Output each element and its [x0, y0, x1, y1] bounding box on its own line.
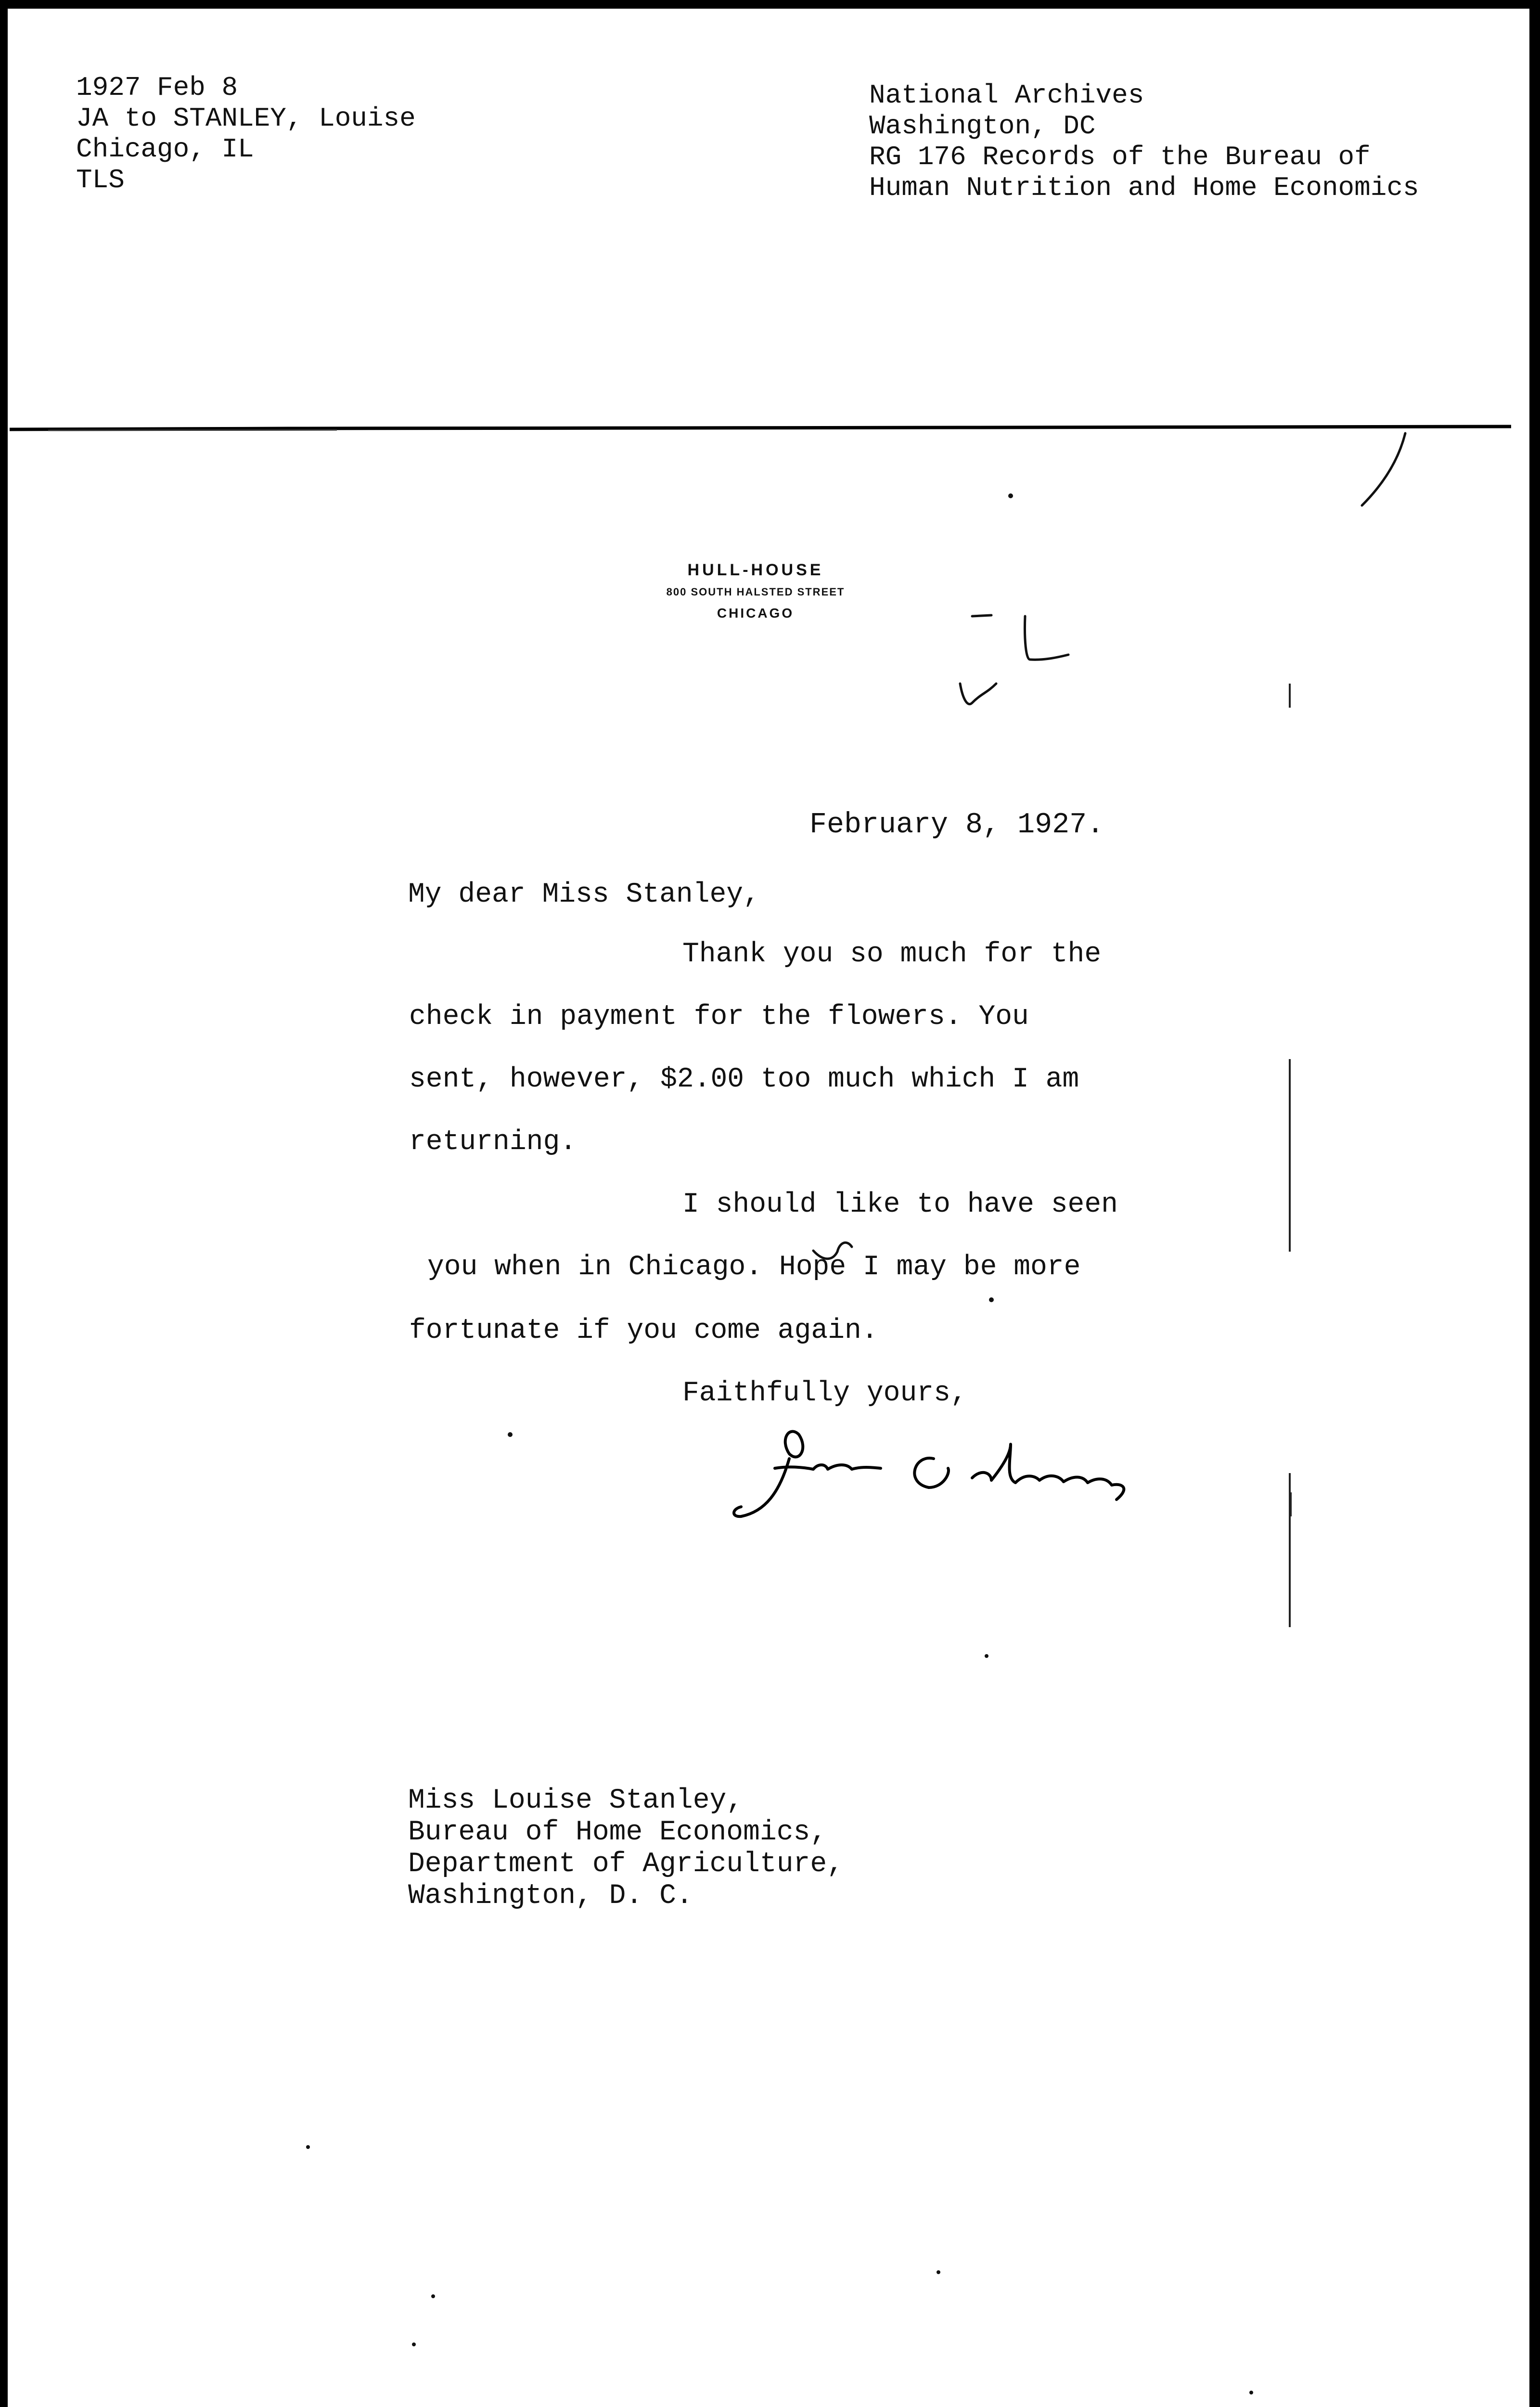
body-line-7: fortunate if you come again.: [409, 1315, 878, 1346]
body-line-1: Thank you so much for the: [682, 939, 1102, 970]
closing: Faithfully yours,: [682, 1378, 967, 1409]
letterhead-name: HULL-HOUSE: [687, 561, 824, 579]
address-line-3: Department of Agriculture,: [408, 1849, 844, 1880]
citation-place: Chicago, IL: [76, 134, 254, 165]
address-line-1: Miss Louise Stanley,: [408, 1785, 744, 1816]
citation-type: TLS: [76, 165, 125, 195]
address-line-2: Bureau of Home Economics,: [408, 1817, 827, 1848]
body-line-2: check in payment for the flowers. You: [409, 1001, 1029, 1033]
citation-date: 1927 Feb 8: [76, 72, 238, 103]
salutation: My dear Miss Stanley,: [408, 879, 760, 910]
body-line-4: returning.: [409, 1126, 577, 1158]
record-group-line-1: RG 176 Records of the Bureau of: [869, 142, 1371, 172]
archive-location: Washington, DC: [869, 111, 1096, 142]
letter-date: February 8, 1927.: [809, 809, 1104, 841]
letterhead-street: 800 SOUTH HALSTED STREET: [666, 586, 845, 598]
address-line-4: Washington, D. C.: [408, 1880, 693, 1912]
body-line-6: you when in Chicago. Hope I may be more: [427, 1252, 1081, 1283]
record-group-line-2: Human Nutrition and Home Economics: [869, 172, 1419, 203]
body-line-3: sent, however, $2.00 too much which I am: [409, 1064, 1079, 1095]
body-line-5: I should like to have seen: [682, 1189, 1118, 1220]
archive-name: National Archives: [869, 80, 1144, 111]
citation-correspondents: JA to STANLEY, Louise: [76, 103, 416, 134]
letterhead-city: CHICAGO: [717, 606, 795, 621]
